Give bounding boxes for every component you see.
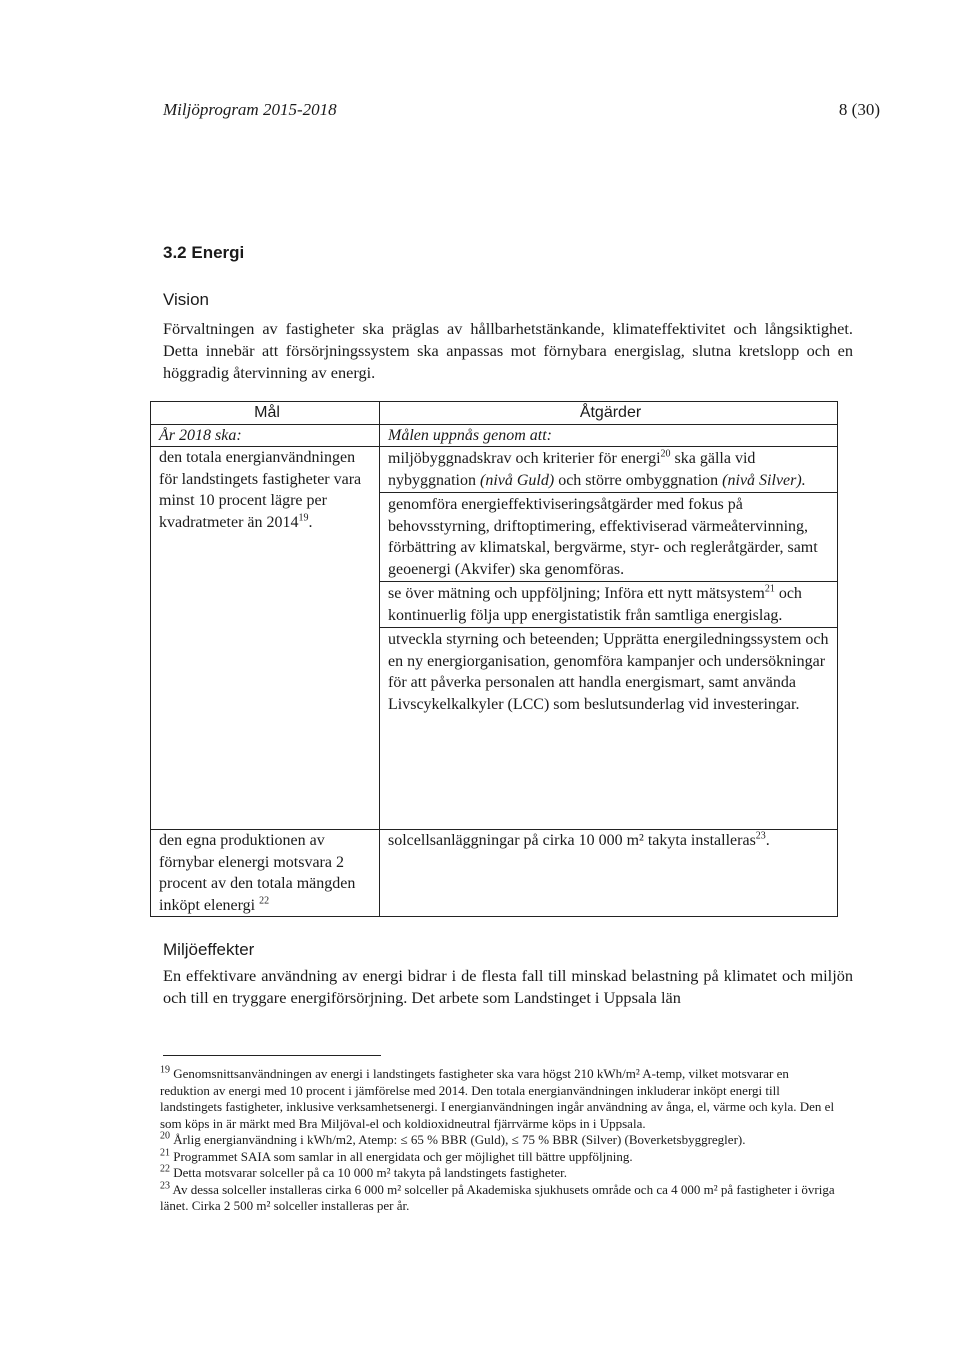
goal-text: den egna produktionen av förnybar elenergi motsvara 2 procent av den totala mängden inköpt elenergi [159, 832, 356, 914]
section-heading: 3.2 Energi [163, 243, 245, 262]
footnote-22: $^{22}$ Detta motsvarar solceller på ca 10 000 m² takyta på landstingets fastigheter. [160, 1163, 568, 1180]
footnote-ref: 22 [259, 895, 270, 907]
document-title: Miljöprogram 2015-2018 [163, 100, 337, 119]
actions-subheader: Målen uppnås genom att: [380, 424, 838, 447]
goal-text-end: . [308, 513, 313, 531]
footnote-ref: 23 [755, 830, 766, 842]
list-item: miljöbyggnadskrav och kriterier för energi$^{20}$ ska gälla vid nybyggnation (nivå Guld) och större ombyggnation (nivå Silver). [380, 447, 837, 493]
list-item: utveckla styrning och beteenden; Upprätta energiledningssystem och en ny energiorganisation, genomföra kampanjer och undersökningar för att påverka personalen att handla energismart, samt använda Livscykelkalkyler (LCC) som beslutsunderlag vid investeringar. [388, 631, 829, 713]
action-solar-installation: solcellsanläggningar på cirka 10 000 m² takyta installeras$^{23}$. [380, 830, 838, 917]
list-item: genomföra energieffektiviseringsåtgärder med fokus på behovsstyrning, driftoptimering, effektiviserad värmeåtervinning, förbättring av klimatskal, bergvärme, styr- och regleråtgärder, samt geoenergi (Akvifer) ska genomföras. [380, 493, 837, 582]
goals-table [150, 401, 838, 917]
column-header-actions: Åtgärder [380, 402, 838, 425]
goal-text: den totala energianvändningen för landstingets fastigheter vara minst 10 procent lägre per kvadratmeter än 2014 [159, 449, 362, 531]
footnote-ref: 19 [298, 512, 309, 524]
table-row [151, 830, 838, 917]
footnote-20: $^{20}$ Årlig energianvändning i kWh/m2, Atemp: ≤ 65 % BBR (Guld), ≤ 75 % BBR (Silver) (Boverketsbyggregler). [160, 1130, 746, 1147]
goals-subheader: År 2018 ska: [151, 424, 380, 447]
effects-paragraph: En effektivare användning av energi bidrar i de flesta fall till minskad belastning på klimatet och miljön och till en tryggare energiförsörjning. Det arbete som Landstinget i Uppsala län [163, 966, 853, 1007]
table-row [151, 447, 838, 830]
footnote-ref: 21 [764, 583, 775, 595]
table-subheader-row [151, 424, 838, 447]
footnote-ref: 20 [660, 448, 671, 460]
footnote-divider [163, 1055, 381, 1056]
effects-heading: Miljöeffekter [163, 940, 255, 959]
vision-label: Vision [163, 290, 209, 309]
footnote-19: $^{19}$ Genomsnittsanvändningen av energi i landstingets fastigheter ska vara högst 210 kWh/m² A-temp, vilket motsvarar en reduktion av energi med 10 procent i jämförelse med 2014. Den totala energianvändningen inkluderar inköpt energi till landstingets fastigheter, inklusive verksamhetsenergi. I energianvändningen ingår användning av ånga, el, värme och kyla. Den el som köps in är märkt med Bra Miljöval-el och koldioxidneutral fjärrvärme köps in i Uppsala. [160, 1064, 835, 1131]
footnotes [160, 1066, 840, 1215]
goal-energy-reduction [151, 447, 380, 830]
footnote-23: $^{23}$ Av dessa solceller installeras cirka 6 000 m² solceller på Akademiska sjukhusets område och ca 4 000 m² på fastigheter i övriga länet. Cirka 2 500 m² solceller installeras per år. [160, 1180, 835, 1213]
column-header-goals: Mål [151, 402, 380, 425]
page-number: 8 (30) [838, 100, 880, 119]
actions-energy-reduction [380, 447, 838, 830]
vision-paragraph: Förvaltningen av fastigheter ska präglas av hållbarhetstänkande, klimateffektivitet och långsiktighet. Detta innebär att försörjningssystem ska anpassas mot förnybara energislag, slutna kretslopp och en höggradig återvinning av energi. [163, 319, 853, 382]
table-header-row [151, 402, 838, 425]
goal-renewable-production [151, 830, 380, 917]
list-item: se över mätning och uppföljning; Införa ett nytt mätsystem$^{21}$ och kontinuerlig följa upp energistatistik från samtliga energislag. [380, 582, 837, 628]
footnote-21: $^{21}$ Programmet SAIA som samlar in all energidata och ger möjlighet till bättre uppföljning. [160, 1147, 633, 1164]
